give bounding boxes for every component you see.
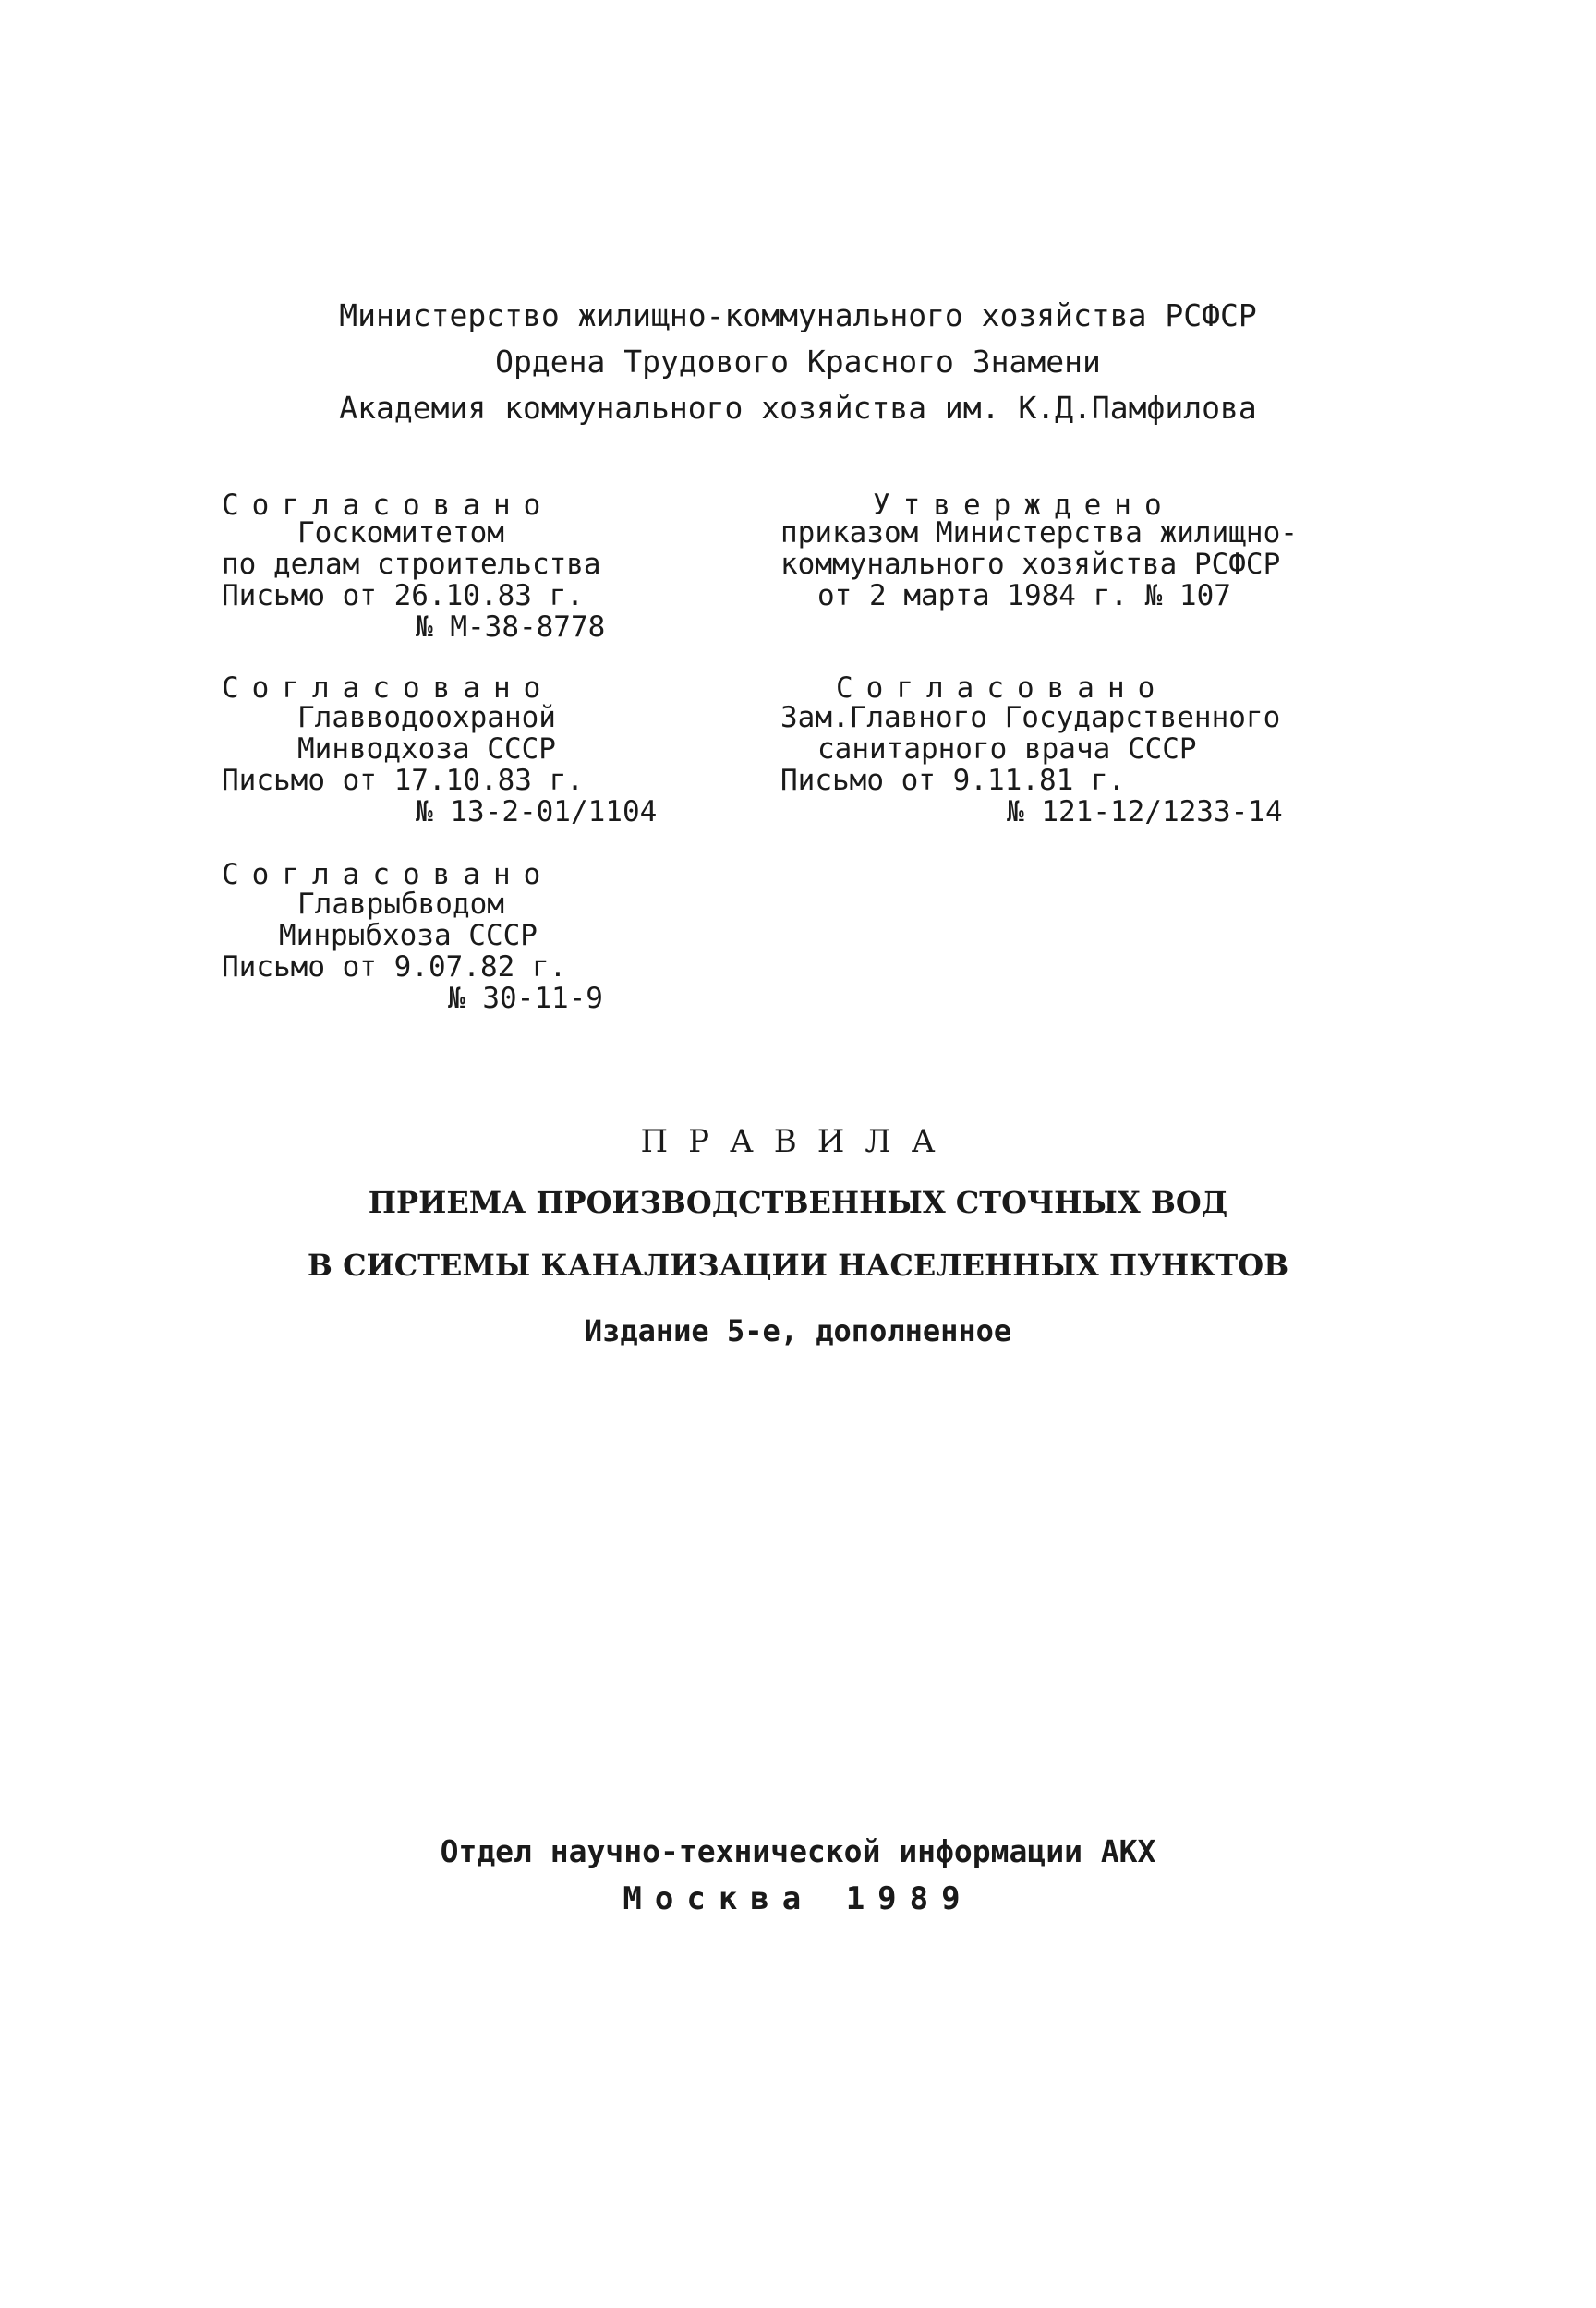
approval-line: Зам.Главного Государственного — [780, 701, 1281, 734]
approval-line: Письмо от 26.10.83 г. — [222, 579, 584, 612]
document-subtitle: ПРИЕМА ПРОИЗВОДСТВЕННЫХ СТОЧНЫХ ВОД — [368, 1185, 1228, 1220]
approval-title: Утверждено — [873, 489, 1175, 522]
approval-line: Главводоохраной — [297, 701, 556, 734]
approval-title: Согласовано — [222, 489, 554, 522]
approval-line: Минрыбхоза СССР — [279, 919, 538, 952]
approval-line: от 2 марта 1984 г. № 107 — [817, 579, 1231, 612]
academy-name: Академия коммунального хозяйства им. К.Д.Памфилова — [339, 390, 1257, 426]
approval-number: № 13-2-01/1104 — [416, 795, 658, 828]
approval-line: Письмо от 17.10.83 г. — [222, 764, 584, 797]
edition-label: Издание 5-е, дополненное — [584, 1313, 1012, 1348]
approval-line: Главрыбводом — [297, 888, 504, 921]
city-year: Москва 1989 — [623, 1880, 973, 1917]
approval-line: Госкомитетом — [297, 516, 504, 550]
approval-title: Согласовано — [222, 858, 554, 891]
approval-number: № М-38-8778 — [416, 610, 606, 644]
approval-line: Письмо от 9.11.81 г. — [780, 764, 1126, 797]
ministry-name: Министерство жилищно-коммунального хозяйства РСФСР — [339, 297, 1257, 333]
approval-number: № 30-11-9 — [448, 982, 603, 1015]
approval-line: по делам строительства — [222, 548, 601, 581]
order-name: Ордена Трудового Красного Знамени — [495, 344, 1101, 380]
document-subtitle: В СИСТЕМЫ КАНАЛИЗАЦИИ НАСЕЛЕННЫХ ПУНКТОВ — [307, 1248, 1289, 1283]
approval-number: № 121-12/1233-14 — [1007, 795, 1283, 828]
document-title: ПРАВИЛА — [640, 1123, 956, 1160]
approval-title: Согласовано — [836, 671, 1168, 705]
approval-line: санитарного врача СССР — [817, 732, 1197, 766]
approval-line: Минводхоза СССР — [297, 732, 556, 766]
approval-title: Согласовано — [222, 671, 554, 705]
publisher: Отдел научно-технической информации АКХ — [440, 1833, 1156, 1869]
approval-line: коммунального хозяйства РСФСР — [780, 548, 1281, 581]
approval-line: приказом Министерства жилищно- — [780, 516, 1298, 550]
approval-line: Письмо от 9.07.82 г. — [222, 950, 567, 984]
